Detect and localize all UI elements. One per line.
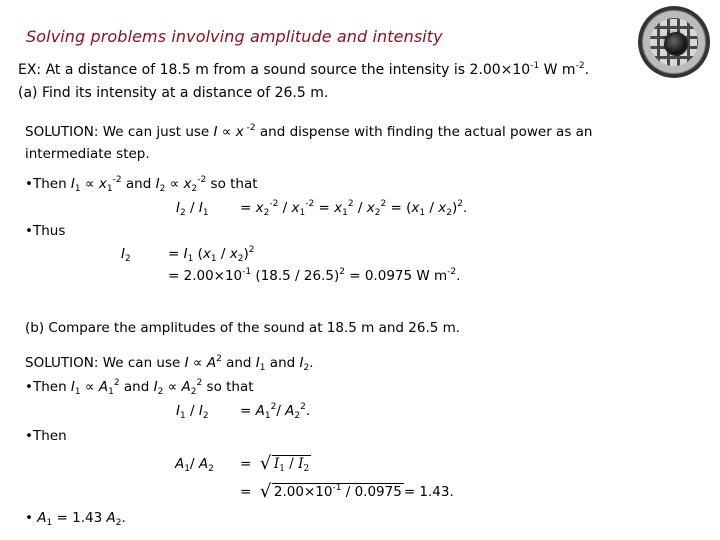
slide-title: Solving problems involving amplitude and intensity (26, 27, 443, 46)
solution-a-line-1 (25, 124, 592, 140)
ratio-b-rhs: = $A_1^2/$ $A_2^2$. (240, 402, 311, 421)
then-line-b-1: •Then $I_1 \propto A_1^2$ and $I_2 \propto A_2^2$ so that (25, 378, 254, 397)
bullet-then: •Then (25, 176, 71, 192)
example-line-2: (a) Find its intensity at a distance of 26.5 m. (18, 85, 329, 101)
i2-eq-line-1: = $I_1$ $(x_1 / x_2)^2$ (168, 245, 255, 264)
unit: W m (539, 62, 576, 78)
question-b: (b) Compare the amplitudes of the sound at 18.5 m and 26.5 m. (25, 320, 461, 336)
solution-a-line-2: intermediate step. (25, 146, 150, 162)
then-line-a: •Then $I_1 \propto x_1^{-2}$ and $I_2 \propto x_2^{-2}$ so that (25, 175, 258, 194)
sqrt-symbol: √ $I_1 / I_2$ (260, 456, 311, 472)
amp-ratio-lhs: $A_1/$ $A_2$ (175, 456, 214, 474)
var-x: x (235, 124, 244, 140)
var-I: I (213, 124, 218, 140)
thus-bullet: •Thus (25, 223, 66, 239)
example-line-1 (18, 62, 589, 78)
exponent: -2 (243, 123, 256, 133)
solution-b: SOLUTION: We can use $I \propto A^2$ and $I_1$ and $I_2$. (25, 354, 314, 373)
result: = 1.43. (403, 484, 454, 500)
ratio-a-lhs: $I_2 / I_1$ (176, 200, 209, 218)
example-text: EX: At a distance of 18.5 m from a sound source the intensity is 2.00×10 (18, 62, 531, 78)
final-result: • $A_1 = 1.43$ $A_2$. (25, 510, 126, 528)
ratio-a-rhs: = $x_2^{-2} / x_1^{-2} = x_1^2 / x_2^2 = (x_1 / x_2)^2$. (240, 199, 468, 218)
amp-eq-line-1: = √ $I_1 / I_2$ (240, 456, 311, 472)
proportional-symbol: ∝ (217, 124, 236, 140)
i2-lhs: $I_2$ (121, 246, 131, 264)
speaker-icon (638, 6, 710, 78)
sqrt-symbol: √ $2.00\times 10^{-1} / 0.0975$ (260, 484, 404, 500)
exponent: -1 (530, 61, 540, 71)
exponent: -2 (575, 61, 585, 71)
i2-eq-line-2: = $2.00\times 10^{-1}$ (18.5 / 26.5)$^2$ = 0.0975 W $m^{-2}$. (168, 267, 461, 284)
period: . (584, 62, 590, 78)
solution-text: and dispense with finding the actual power as an (255, 124, 593, 140)
then-line-b-2: •Then (25, 428, 67, 444)
amp-eq-line-2: = √ $2.00\times 10^{-1} / 0.0975 = 1.43$. (240, 484, 454, 500)
ratio-b-lhs: $I_1 / I_2$ (176, 403, 209, 421)
solution-text: SOLUTION: We can just use (25, 124, 214, 140)
speaker-cone (664, 32, 688, 56)
